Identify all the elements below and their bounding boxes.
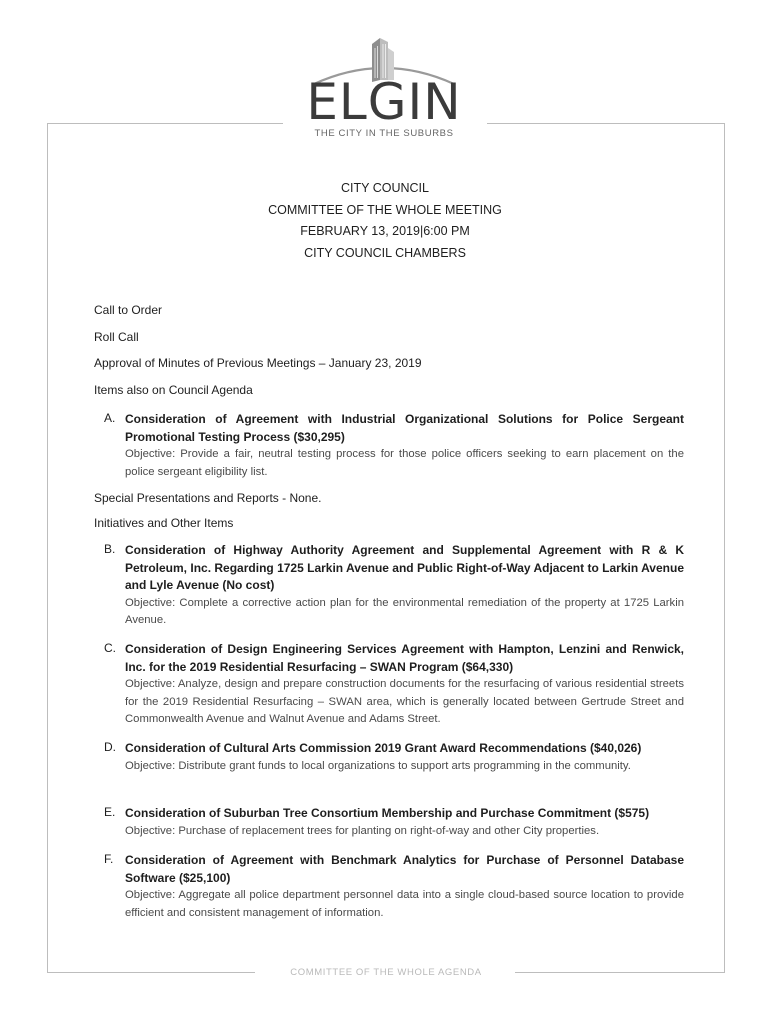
item-title: Consideration of Design Engineering Services Agreement with Hampton, Lenzini and Renwick, Inc. for the 2019 Residential Resurfacing – SWAN Program ($64,330) (125, 642, 684, 674)
agenda-item-e (104, 805, 684, 840)
meeting-header (0, 178, 770, 264)
roll-call: Roll Call (94, 330, 139, 344)
item-letter: B. (104, 542, 116, 556)
item-letter: A. (104, 411, 116, 425)
item-objective: Objective: Distribute grant funds to local organizations to support arts programming in the community. (125, 759, 631, 772)
item-letter: C. (104, 641, 116, 655)
item-objective: Objective: Complete a corrective action plan for the environmental remediation of the property at 1725 Larkin Avenue. (125, 596, 684, 626)
frame-top-left (47, 123, 283, 124)
logo-tagline: THE CITY IN THE SUBURBS (314, 128, 454, 139)
item-title: Consideration of Agreement with Industrial Organizational Solutions for Police Sergeant Promotional Testing Process ($30,295) (125, 412, 684, 444)
item-letter: F. (104, 852, 114, 866)
special-presentations-label: Special Presentations and Reports - (94, 491, 290, 505)
frame-bottom-right (515, 972, 725, 973)
item-letter: D. (104, 740, 116, 754)
header-line-3: FEBRUARY 13, 2019|6:00 PM (300, 224, 470, 238)
agenda-item-b (104, 542, 684, 630)
approval-of-minutes: Approval of Minutes of Previous Meetings – January 23, 2019 (94, 356, 422, 370)
item-objective: Objective: Analyze, design and prepare construction documents for the resurfacing of various residential streets for the 2019 Residential Resurfacing – SWAN area, which is generally located between Gertrude Street and Commonwealth Avenue and Walnut Avenue and Adams Street. (125, 678, 684, 725)
frame-top-right (487, 123, 725, 124)
initiatives-heading: Initiatives and Other Items (94, 516, 234, 530)
footer-label: COMMITTEE OF THE WHOLE AGENDA (290, 967, 482, 978)
header-line-4: CITY COUNCIL CHAMBERS (304, 245, 466, 260)
header-line-2: COMMITTEE OF THE WHOLE MEETING (268, 202, 502, 217)
special-presentations (94, 491, 321, 505)
item-title: Consideration of Suburban Tree Consortium Membership and Purchase Commitment ($575) (125, 806, 650, 820)
item-title: Consideration of Highway Authority Agreement and Supplemental Agreement with R & K Petroleum, Inc. Regarding 1725 Larkin Avenue and Public Right-of-Way Adjacent to Larkin Avenue and Lyle Avenue (No cost) (125, 543, 684, 592)
item-title: Consideration of Agreement with Benchmark Analytics for Purchase of Personnel Database Software ($25,100) (125, 853, 684, 885)
item-title: Consideration of Cultural Arts Commission 2019 Grant Award Recommendations ($40,026) (125, 741, 642, 755)
frame-bottom-left (47, 972, 255, 973)
logo-wordmark: ELGIN (306, 73, 462, 131)
agenda-item-c (104, 641, 684, 729)
call-to-order: Call to Order (94, 303, 163, 317)
agenda-item-d (104, 740, 684, 775)
item-objective: Objective: Purchase of replacement trees for planting on right-of-way and other City properties. (125, 824, 600, 837)
agenda-item-a (104, 411, 684, 481)
city-logo (294, 34, 474, 144)
special-presentations-value: None. (289, 491, 322, 505)
item-objective: Objective: Provide a fair, neutral testing process for those police officers seeking to earn placement on the police sergeant eligibility list. (125, 448, 684, 478)
item-objective: Objective: Aggregate all police department personnel data into a single cloud-based source location to provide efficient and consistent management of information. (125, 889, 684, 919)
header-line-1: CITY COUNCIL (341, 181, 429, 195)
item-letter: E. (104, 805, 116, 819)
items-on-council-agenda: Items also on Council Agenda (94, 383, 253, 397)
agenda-item-f (104, 852, 684, 922)
